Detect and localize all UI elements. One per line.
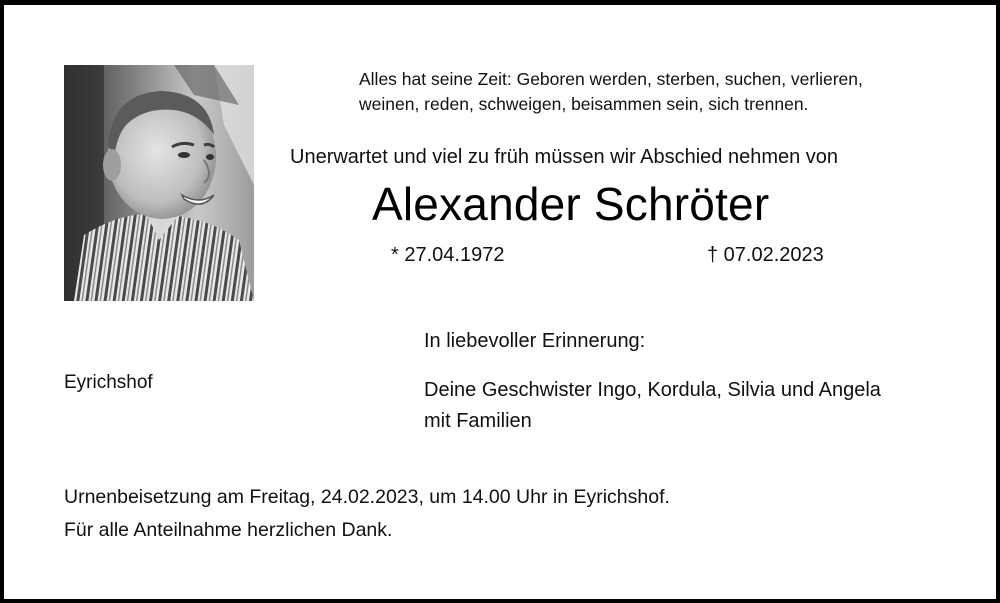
- thanks-text: Für alle Anteilnahme herzlichen Dank.: [64, 519, 393, 541]
- family-line-1: Deine Geschwister Ingo, Kordula, Silvia und Angela: [424, 379, 881, 401]
- family-line-2: mit Familien: [424, 410, 532, 432]
- deceased-name: Alexander Schröter: [372, 178, 770, 230]
- place-name: Eyrichshof: [64, 372, 153, 393]
- burial-info: Urnenbeisetzung am Freitag, 24.02.2023, um 14.00 Uhr in Eyrichshof.: [64, 486, 670, 508]
- quote-line-1: Alles hat seine Zeit: Geboren werden, sterben, suchen, verlieren,: [359, 69, 863, 89]
- death-date: † 07.02.2023: [707, 244, 824, 266]
- memory-heading: In liebevoller Erinnerung:: [424, 330, 646, 352]
- portrait-photo: [64, 65, 254, 301]
- intro-text: Unerwartet und viel zu früh müssen wir Abschied nehmen von: [290, 146, 839, 168]
- quote-line-2: weinen, reden, schweigen, beisammen sein, sich trennen.: [359, 94, 809, 114]
- birth-date: * 27.04.1972: [391, 244, 505, 266]
